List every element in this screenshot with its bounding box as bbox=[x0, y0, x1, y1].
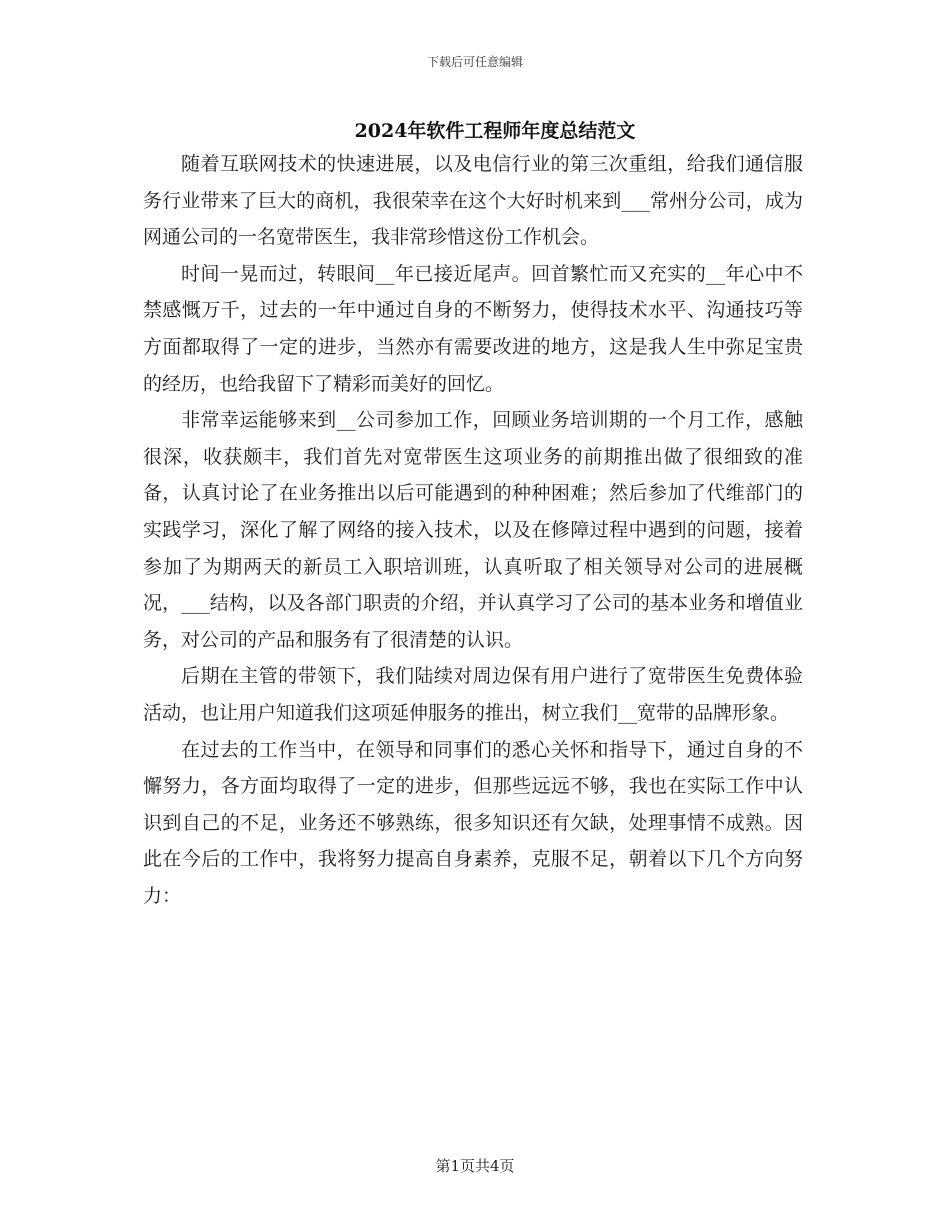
page-number-footer: 第1页共4页 bbox=[435, 1157, 515, 1175]
paragraph: 时间一晃而过，转眼间__年已接近尾声。回首繁忙而又充实的__年心中不禁感慨万千，过去的一年中通过自身的不断努力，使得技术水平、沟通技巧等方面都取得了一定的进步，当然亦有需要改进的地方，这是我人生中弥足宝贵的经历，也给我留下了精彩而美好的回忆。 bbox=[143, 262, 803, 395]
document-title: 2024年软件工程师年度总结范文 bbox=[354, 120, 636, 142]
paragraph: 非常幸运能够来到__公司参加工作，回顾业务培训期的一个月工作，感触很深，收获颇丰，我们首先对宽带医生这项业务的前期推出做了很细致的准备，认真讨论了在业务推出以后可能遇到的种种困难；然后参加了代维部门的实践学习，深化了解了网络的接入技术，以及在修障过程中遇到的问题，接着参加了为期两天的新员工入职培训班，认真听取了相关领导对公司的进展概况，___结构，以及各部门职责的介绍，并认真学习了公司的基本业务和增值业务，对公司的产品和服务有了很清楚的认识。 bbox=[143, 409, 803, 651]
paragraph: 在过去的工作当中，在领导和同事们的悉心关怀和指导下，通过自身的不懈努力，各方面均取得了一定的进步，但那些远远不够，我也在实际工作中认识到自己的不足，业务还不够熟练，很多知识还有欠缺，处理事情不成熟。因此在今后的工作中，我将努力提高自身素养，克服不足，朝着以下几个方向努力： bbox=[143, 738, 803, 907]
paragraph: 随着互联网技术的快速进展，以及电信行业的第三次重组，给我们通信服务行业带来了巨大的商机，我很荣幸在这个大好时机来到___常州分公司，成为网通公司的一名宽带医生，我非常珍惜这份工作机会。 bbox=[143, 153, 803, 249]
paragraph: 后期在主管的带领下，我们陆续对周边保有用户进行了宽带医生免费体验活动，也让用户知道我们这项延伸服务的推出，树立我们__宽带的品牌形象。 bbox=[143, 665, 803, 724]
document-body bbox=[143, 146, 803, 914]
header-note: 下载后可任意编辑 bbox=[426, 55, 523, 69]
